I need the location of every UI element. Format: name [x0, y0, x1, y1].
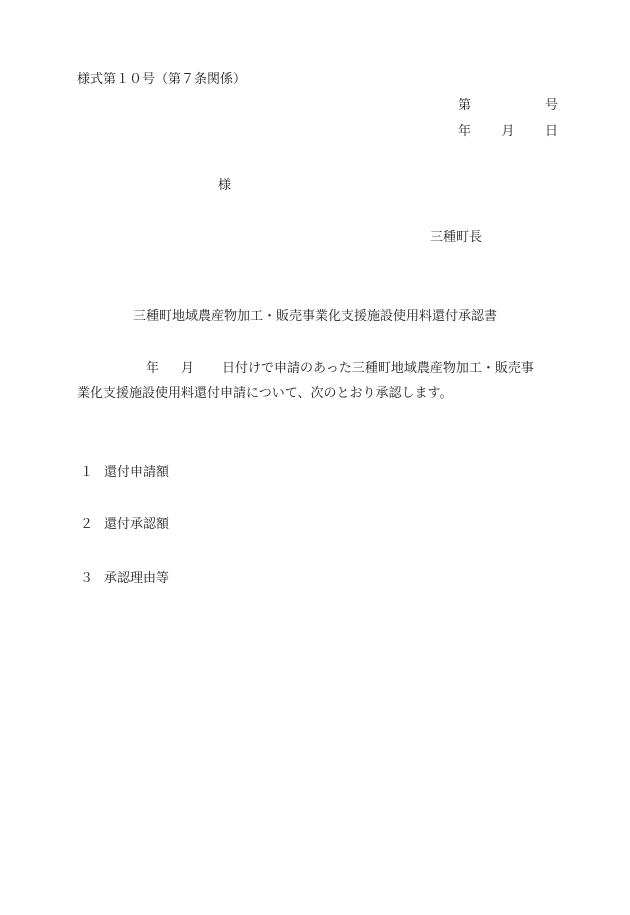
body-text-line-1 [146, 362, 534, 375]
list-item-number: １ [80, 465, 94, 480]
body-text-line-2: 業化支援施設使用料還付申請について、次のとおり承認します。 [77, 386, 453, 401]
list-item-label: 還付申請額 [104, 465, 170, 480]
document-number-suffix: 号 [544, 98, 558, 113]
document-number-prefix: 第 [458, 98, 472, 113]
date-day-label: 日 [544, 124, 558, 139]
document-number [458, 99, 558, 112]
body-text-rest: 日付けで申請のあった三種町地域農産物加工・販売事 [222, 361, 534, 376]
recipient-honorific: 様 [218, 178, 232, 193]
issue-date [458, 125, 558, 138]
body-year-label: 年 [146, 361, 160, 376]
form-number: 様式第１０号（第７条関係） [77, 72, 247, 87]
date-year-label: 年 [458, 124, 472, 139]
issuer-name: 三種町長 [430, 230, 483, 245]
list-item-number: ２ [80, 517, 94, 532]
list-item-label: 還付承認額 [104, 517, 170, 532]
list-item-label: 承認理由等 [104, 571, 170, 586]
list-item [80, 466, 169, 479]
list-item [80, 572, 169, 585]
document-title: 三種町地域農産物加工・販売事業化支援施設使用料還付承認書 [132, 309, 497, 324]
list-item [80, 518, 169, 531]
list-item-number: ３ [80, 571, 94, 586]
date-month-label: 月 [501, 124, 515, 139]
body-month-label: 月 [181, 361, 195, 376]
